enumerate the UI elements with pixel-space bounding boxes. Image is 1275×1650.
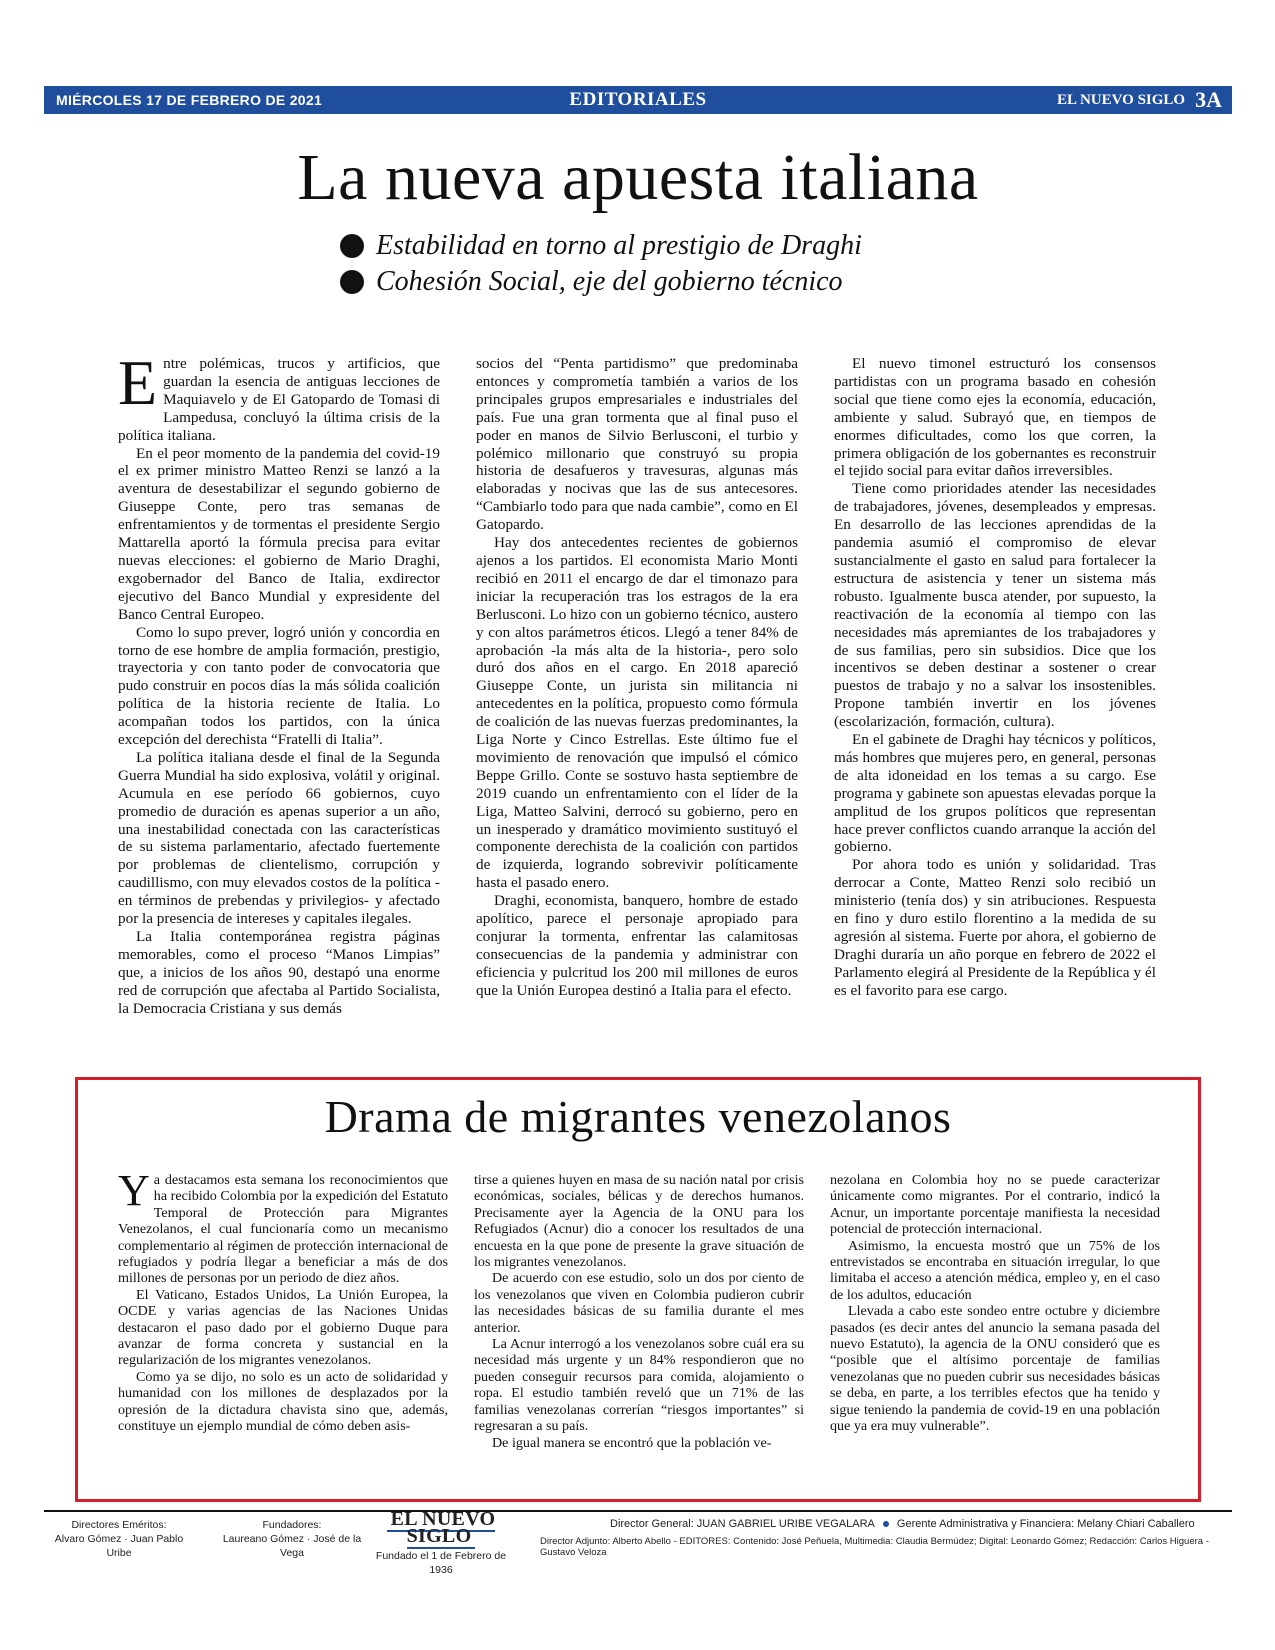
paragraph: socios del “Penta partidismo” que predominaba entonces y comprometía también a varios de los principales grupos empresariales e industriales del país. Fue una gran tormenta que al final puso el poder en manos de Silvio Berlusconi, el turbio y polémico millonario que construyó su propia historia de desafueros y travesuras, algunas más elaboradas y nocivas que las de sus antecesores. “Cambiarlo todo para que nada cambie”, como en El Gatopardo. [476,355,798,534]
paragraph: nezolana en Colombia hoy no se puede caracterizar únicamente como migrantes. Por el contrario, indicó la Acnur, un importante porcentaje manifiesta la necesidad potencial de protección internacional. [830,1172,1160,1238]
article-column [118,347,440,1070]
paragraph: En el gabinete de Draghi hay técnicos y políticos, más hombres que mujeres pero, en general, personas de alta idoneidad en los temas a su cargo. Ese programa y gabinete son apuestas elevadas porque la amplitud de los grupos políticos que representan hace prever conflictos cuando arranque la acción del gobierno. [834,731,1156,856]
footer-directors: Directores Eméritos: Alvaro Gómez · Juan Pablo Uribe [54,1519,184,1559]
paragraph: La Acnur interrogó a los venezolanos sobre cuál era su necesidad más urgente y un 84% respondieron que no pueden conseguir recursos para comida, alojamiento o ropa. El estudio también reveló que un 71% de las familias venezolanas correrían “riesgos importantes” si regresaran a su país. [474,1336,804,1435]
footer-staff: Director General: JUAN GABRIEL URIBE VEGALARA Gerente Administrativa y Financiera: Melany Chiari Caballero Director Adjunto: Alberto Abello - EDITORES: Contenido: José Peñuela, Multimedia: Claudia Bermúdez; Digital: Leonardo Gómez; Redacción: Carlos Higuera - Gustavo Veloza [540,1518,1209,1558]
paragraph: El Vaticano, Estados Unidos, La Unión Europea, la OCDE y varias agencias de las Naciones Unidas destacaron el paso dado por el gobierno Duque para avanzar de forma concreta y sustancial en la regularización de los migrantes venezolanos. [118,1286,448,1369]
drop-cap: Y [118,1166,150,1215]
paragraph: Por ahora todo es unión y solidaridad. Tras derrocar a Conte, Matteo Renzi solo recibió un ministerio (tenía dos) y sin atribuciones. Respuesta en fino y duro estilo florentino a la medida de su agresión al sistema. Fuerte por ahora, el gobierno de Draghi duraría un año porque en febrero de 2022 el Parlamento elegirá al Presidente de la República y él es el favorito para ese cargo. [834,856,1156,999]
drop-cap: E [118,347,158,418]
article-column [118,1166,448,1492]
article-column [830,1172,1160,1492]
issue-date: MIÉRCOLES 17 DE FEBRERO DE 2021 [56,92,323,108]
header-bar [44,86,1232,114]
paragraph: Draghi, economista, banquero, hombre de estado apolítico, parece el personaje apropiado para conjurar la tormenta, enfrentar las calamitosas consecuencias de la pandemia y administrar con eficiencia y pulcritud los 200 mil millones de euros que la Unión Europea destinó a Italia para el efecto. [476,892,798,999]
paragraph: Hay dos antecedentes recientes de gobiernos ajenos a los partidos. El economista Mario Monti recibió en 2011 el encargo de dar el timonazo para iniciar la recuperación tras los estragos de la era Berlusconi. Lo hizo con un gobierno técnico, austero y con altos parámetros éticos. Llegó a tener 84% de aprobación -la más alta de la historia-, pero solo duró dos años en el cargo. En 2018 apareció Giuseppe Conte, un jurista sin militancia ni antecedentes en la política, propuesto como fórmula de coalición de las nuevas fuerzas predominantes, la Liga Norte y Cinco Estrellas. Este último fue el movimiento de renovación que impulsó el cómico Beppe Grillo. Conte se sostuvo hasta septiembre de 2019 cuando un enfrentamiento con el líder de la Liga, Matteo Salvini, derrocó su gobierno, pero en un inesperado y dramático movimiento sustituyó el componente derechista de la coalición con partidos de izquierda, logrando sobrevivir políticamente hasta el pasado enero. [476,534,798,892]
second-article-box [75,1077,1201,1502]
header-right [1057,87,1232,113]
main-headline: La nueva apuesta italiana [297,141,979,214]
separator-dot-icon [883,1521,889,1527]
paper-name: EL NUEVO SIGLO [1057,91,1186,108]
footer-masthead: EL NUEVO SIGLO Fundado el 1 de Febrero de 1936 [375,1508,507,1576]
second-article-body [118,1166,1160,1492]
paragraph: Tiene como prioridades atender las necesidades de trabajadores, jóvenes, desempleados y empresas. En desarrollo de las lecciones aprendidas de la pandemia asumió el compromiso de elevar sustancialmente el gasto en salud para fortalecer la estructura de asistencia y tener un sistema más robusto. Igualmente busca atender, por supuesto, la reactivación de la economía al tiempo con las necesidades más apremiantes de los trabajadores y de sus familias, pero sin subsidios. Dice que los incentivos se deben destinar a sostener o crear puestos de trabajo y no a salvar los insostenibles. Propone también invertir en los jóvenes (escolarización, formación, cultura). [834,480,1156,731]
article-column [474,1172,804,1492]
main-subheads [340,228,862,300]
paragraph: La Italia contemporánea registra páginas memorables, como el proceso “Manos Limpias” que, a inicios de los años 90, destapó una enorme red de corrupción que afectaba al Partido Socialista, la Democracia Cristiana y sus demás [118,928,440,1017]
paper-logo: EL NUEVO SIGLO [387,1508,496,1549]
article-column [834,355,1156,1070]
bullet-dot-icon [340,234,364,258]
paragraph: De igual manera se encontró que la población ve- [492,1434,772,1451]
paragraph: De acuerdo con ese estudio, solo un dos por ciento de los venezolanos que viven en Colombia pudieron cubrir las necesidades básicas de su familia durante el mes anterior. [474,1270,804,1336]
paragraph: tirse a quienes huyen en masa de su nación natal por crisis económicas, sociales, bélicas y de derechos humanos. Precisamente ayer la Agencia de la ONU para los Refugiados (Acnur) dio a conocer los resultados de una encuesta en la que pone de presente la grave situación de los migrantes venezolanos. [474,1172,804,1271]
article-column [476,355,798,1070]
section-name: EDITORIALES [569,89,707,110]
paragraph: Llevada a cabo este sondeo entre octubre y diciembre pasados (es decir antes del anuncio la semana pasada del nuevo Estatuto), la agencia de la ONU consideró que es “posible que el altísimo porcentaje de familias venezolanas que no pueden cubrir sus necesidades básicas se deba, en parte, a los terribles efectos que ha tenido y sigue teniendo la pandemia de covid-19 en una población que ya era muy vulnerable”. [830,1303,1160,1435]
paragraph: Ya destacamos esta semana los reconocimientos que ha recibido Colombia por la expedición del Estatuto Temporal de Protección para Migrantes Venezolanos, el cual funcionaría como un mecanismo complementario al régimen de protección internacional de refugiados y podría llegar a beneficiar a más de dos millones de personas por un periodo de diez años. [118,1166,448,1287]
paragraph: El nuevo timonel estructuró los consensos partidistas con un programa basado en cohesión social que tiene como ejes la economía, educación, ambiente y salud. Subrayó que, en tiempos de enormes dificultades, como los que corren, la primera obligación de los gobernantes es reconstruir el tejido social para evitar daños irreversibles. [834,355,1156,480]
paragraph: La política italiana desde el final de la Segunda Guerra Mundial ha sido explosiva, volátil y original. Acumula en ese período 66 gobiernos, cuyo promedio de duración es apenas superior a un año, una inestabilidad conectada con las características de su sistema parlamentario, afectado fuertemente por problemas de clientelismo, corrupción y caudillismo, con muy elevados costos de la política -en términos de prebendas y privilegios- y afectado por la presencia de intereses y capitales ilegales. [118,748,440,928]
paragraph: Asimismo, la encuesta mostró que un 75% de los entrevistados se encontraba en situación irregular, lo que limitaba el acceso a atención médica, empleo y, en el caso de los adultos, educación [830,1237,1160,1303]
paragraph: Como lo supo prever, logró unión y concordia en torno de ese hombre de amplia formación, prestigio, trayectoria y con tanto poder de convocatoria que pudo construir en pocos días la más sólida coalición política de la historia reciente de Italia. Lo acompañan todos los partidos, con la única excepción del derechista “Fratelli di Italia”. [118,623,440,749]
footer-founders: Fundadores: Laureano Gómez · José de la Vega [222,1519,362,1559]
subhead-item: Estabilidad en torno al prestigio de Draghi [340,228,862,264]
main-article-body [118,347,1156,1070]
page-number: 3A [1195,87,1222,112]
subhead-item: Cohesión Social, eje del gobierno técnico [340,264,862,300]
paragraph: En el peor momento de la pandemia del covid-19 el ex primer ministro Matteo Renzi se lanzó a la aventura de desestabilizar el segundo gobierno de Giuseppe Conte, pero tras semanas de enfrentamientos y de tormentas el presidente Sergio Mattarella aportó la fórmula precisa para evitar nuevas elecciones: el gobierno de Mario Draghi, exgobernador del Banco de Italia, exdirector ejecutivo del Banco Mundial y expresidente del Banco Central Europeo. [118,444,440,623]
second-headline: Drama de migrantes venezolanos [324,1091,952,1142]
paragraph: Entre polémicas, trucos y artificios, que guardan la esencia de antiguas lecciones de Maquiavelo y de El Gatopardo de Tomasi di Lampedusa, concluyó la última crisis de la política italiana. [118,347,440,444]
bullet-dot-icon [340,270,364,294]
paragraph: Como ya se dijo, no solo es un acto de solidaridad y humanidad con los millones de desplazados por la opresión de la dictadura chavista sino que, además, constituye un ejemplo mundial de cómo deben asis- [118,1368,448,1435]
footer-divider [44,1510,1232,1512]
